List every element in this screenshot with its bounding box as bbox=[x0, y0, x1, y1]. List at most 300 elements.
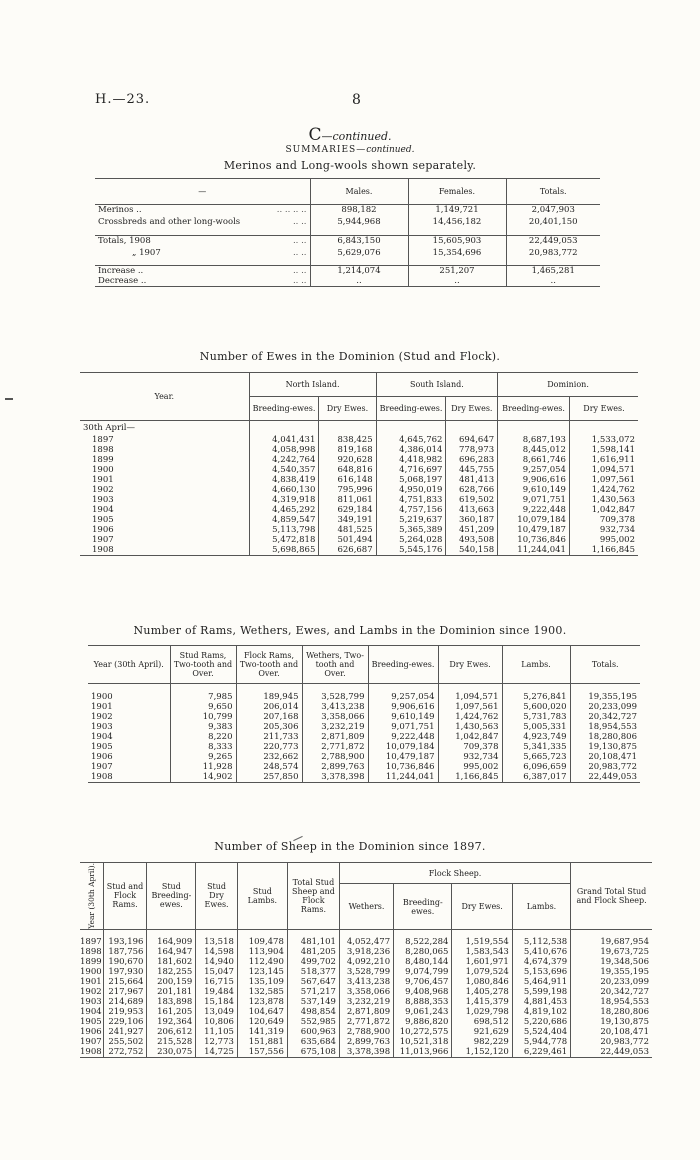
table4-cell: 187,756 bbox=[103, 947, 147, 957]
table3-cell: 248,574 bbox=[236, 762, 302, 772]
table4-cell: 2,899,763 bbox=[339, 1037, 393, 1047]
table1-cell-males: 898,182 bbox=[310, 205, 408, 216]
table4-cell: 20,983,772 bbox=[571, 1037, 652, 1047]
table3-header: Breeding-ewes. bbox=[368, 646, 438, 684]
table2-date-label: 30th April— bbox=[83, 422, 135, 433]
table3-body bbox=[88, 692, 640, 783]
table2-cell: 1,533,072 bbox=[569, 435, 638, 445]
table2-year-cell bbox=[80, 525, 249, 535]
table3-year: 1908 bbox=[91, 771, 113, 782]
table2-year: 1905 bbox=[92, 514, 114, 525]
table4-cell: 190,670 bbox=[103, 957, 147, 967]
table4-year: 1902 bbox=[80, 987, 102, 998]
table2-sub-header: Dry Ewes. bbox=[446, 397, 498, 421]
table1-cell-totals: .. bbox=[506, 276, 600, 287]
table3-year: 1906 bbox=[91, 751, 113, 762]
table2-cell: 4,540,357 bbox=[249, 465, 319, 475]
table2-cell: 4,242,764 bbox=[249, 455, 319, 465]
table4-year: 1900 bbox=[80, 967, 102, 978]
table2-year-cell bbox=[80, 505, 249, 515]
table1-cell-females: 251,207 bbox=[408, 266, 506, 277]
table4-cell: 164,947 bbox=[147, 947, 196, 957]
table4-cell: 921,629 bbox=[452, 1027, 512, 1037]
continued-heading bbox=[0, 125, 700, 145]
table3-cell: 9,265 bbox=[170, 752, 236, 762]
table4-row bbox=[80, 947, 652, 957]
table3-cell: 3,413,238 bbox=[302, 702, 368, 712]
table3-cell: 20,983,772 bbox=[570, 762, 640, 772]
table3-header: Totals. bbox=[570, 646, 640, 684]
table4-header: Stud and Flock Rams. bbox=[103, 863, 147, 930]
table2-north-island: North Island. bbox=[249, 373, 376, 397]
table4-year: 1908 bbox=[80, 1047, 102, 1058]
table4-cell: 19,673,725 bbox=[571, 947, 652, 957]
table3-year: 1901 bbox=[91, 701, 113, 712]
table2-cell: 838,425 bbox=[319, 435, 376, 445]
table4-cell: 1,601,971 bbox=[452, 957, 512, 967]
table4-cell: 217,967 bbox=[103, 987, 147, 997]
table4-cell: 481,101 bbox=[287, 937, 339, 947]
table4-flock-header: Lambs. bbox=[512, 884, 570, 929]
table2-cell: 1,166,845 bbox=[569, 545, 638, 556]
table4-year: 1898 bbox=[80, 947, 102, 958]
table4-cell: 9,074,799 bbox=[394, 967, 452, 977]
table1-row bbox=[95, 205, 600, 216]
table3-cell: 8,333 bbox=[170, 742, 236, 752]
merinos-table bbox=[95, 178, 600, 287]
table3-row bbox=[88, 762, 640, 772]
table2-cell: 1,430,563 bbox=[569, 495, 638, 505]
table1-body bbox=[95, 205, 600, 287]
table4-cell: 5,524,404 bbox=[512, 1027, 570, 1037]
table3-cell: 4,923,749 bbox=[502, 732, 570, 742]
table3-cell: 5,665,723 bbox=[502, 752, 570, 762]
table2-cell: 4,041,431 bbox=[249, 435, 319, 445]
table3-cell: 22,449,053 bbox=[570, 772, 640, 783]
table2-cell: 413,663 bbox=[446, 505, 498, 515]
table2-row bbox=[80, 525, 638, 535]
table1-row bbox=[95, 276, 600, 287]
table1-header-totals: Totals. bbox=[506, 179, 600, 205]
table2-cell: 4,716,697 bbox=[376, 465, 446, 475]
table4-header: Total Stud Sheep and Flock Rams. bbox=[287, 863, 339, 930]
table1-row-dots: .. .. .. .. bbox=[276, 205, 307, 215]
table4-cell: 19,484 bbox=[196, 987, 238, 997]
table1-header-males: Males. bbox=[310, 179, 408, 205]
table4-cell: 9,886,820 bbox=[394, 1017, 452, 1027]
table3-row bbox=[88, 692, 640, 702]
table3-cell: 10,079,184 bbox=[368, 742, 438, 752]
table4-year: 1897 bbox=[80, 937, 102, 948]
table4-cell: 1,583,543 bbox=[452, 947, 512, 957]
table2-cell: 8,661,746 bbox=[498, 455, 570, 465]
table3-cell: 3,378,398 bbox=[302, 772, 368, 783]
table4-cell: 15,047 bbox=[196, 967, 238, 977]
table1-cell-totals: 2,047,903 bbox=[506, 205, 600, 216]
table3-cell: 1,094,571 bbox=[438, 692, 502, 702]
document-id: H.—23. bbox=[95, 92, 151, 107]
table2-cell: 481,413 bbox=[446, 475, 498, 485]
table4-cell: 571,217 bbox=[287, 987, 339, 997]
table4-cell: 1,415,379 bbox=[452, 997, 512, 1007]
table3-row bbox=[88, 712, 640, 722]
table4-year-header bbox=[80, 863, 103, 930]
table3-cell: 9,257,054 bbox=[368, 692, 438, 702]
table2-row bbox=[80, 495, 638, 505]
table4-year: 1906 bbox=[80, 1027, 102, 1038]
table2-cell: 4,319,918 bbox=[249, 495, 319, 505]
table4-year: 1907 bbox=[80, 1037, 102, 1048]
table4-cell: 4,092,210 bbox=[339, 957, 393, 967]
table4-row bbox=[80, 997, 652, 1007]
table4-header: Stud Breeding-ewes. bbox=[147, 863, 196, 930]
table2-cell: 629,184 bbox=[319, 505, 376, 515]
table3-cell: 5,341,335 bbox=[502, 742, 570, 752]
table4-cell: 10,521,318 bbox=[394, 1037, 452, 1047]
table2-cell: 1,424,762 bbox=[569, 485, 638, 495]
table2-sub-header: Breeding-ewes. bbox=[376, 397, 446, 421]
table4-cell: 498,854 bbox=[287, 1007, 339, 1017]
table2-cell: 4,465,292 bbox=[249, 505, 319, 515]
table2-cell: 9,257,054 bbox=[498, 465, 570, 475]
table2-year: 1897 bbox=[92, 434, 114, 445]
table2-year-cell bbox=[80, 435, 249, 445]
table4-year: 1904 bbox=[80, 1007, 102, 1018]
table4-row bbox=[80, 987, 652, 997]
table2-cell: 493,508 bbox=[446, 535, 498, 545]
table4-cell: 2,771,872 bbox=[339, 1017, 393, 1027]
table2-cell: 696,283 bbox=[446, 455, 498, 465]
table2-cell: 4,386,014 bbox=[376, 445, 446, 455]
table3-header-row bbox=[88, 646, 640, 684]
table3-title bbox=[0, 624, 700, 637]
table4-cell: 5,153,696 bbox=[512, 967, 570, 977]
table2-cell: 819,168 bbox=[319, 445, 376, 455]
table2-cell: 4,660,130 bbox=[249, 485, 319, 495]
table4-cell: 14,940 bbox=[196, 957, 238, 967]
table4-row bbox=[80, 957, 652, 967]
table3-cell: 257,850 bbox=[236, 772, 302, 783]
table4-cell: 1,519,554 bbox=[452, 937, 512, 947]
table4-cell: 215,528 bbox=[147, 1037, 196, 1047]
table2-year: 1907 bbox=[92, 534, 114, 545]
table2-year: 1900 bbox=[92, 464, 114, 475]
table3-row bbox=[88, 742, 640, 752]
table2-cell: 9,071,751 bbox=[498, 495, 570, 505]
table3-cell: 232,662 bbox=[236, 752, 302, 762]
table3-cell: 9,610,149 bbox=[368, 712, 438, 722]
table4-header: Stud Dry Ewes. bbox=[196, 863, 238, 930]
table4-cell: 5,464,911 bbox=[512, 977, 570, 987]
table4-cell: 255,502 bbox=[103, 1037, 147, 1047]
table1-row-label-cell bbox=[95, 235, 310, 246]
table4-cell: 19,348,506 bbox=[571, 957, 652, 967]
table3-cell: 6,387,017 bbox=[502, 772, 570, 783]
table2-row bbox=[80, 485, 638, 495]
table4-row bbox=[80, 977, 652, 987]
table4-cell: 123,878 bbox=[237, 997, 287, 1007]
table2-year-cell bbox=[80, 445, 249, 455]
table2-cell: 1,094,571 bbox=[569, 465, 638, 475]
table3-cell: 1,097,561 bbox=[438, 702, 502, 712]
table3-year: 1904 bbox=[91, 731, 113, 742]
table3-cell: 10,799 bbox=[170, 712, 236, 722]
table4-row bbox=[80, 1037, 652, 1047]
table3-cell: 11,928 bbox=[170, 762, 236, 772]
table2-cell: 932,734 bbox=[569, 525, 638, 535]
table3-cell: 7,985 bbox=[170, 692, 236, 702]
table2-year: 1906 bbox=[92, 524, 114, 535]
table2-year-cell bbox=[80, 485, 249, 495]
table4-cell: 6,229,461 bbox=[512, 1047, 570, 1058]
table4-cell: 20,108,471 bbox=[571, 1027, 652, 1037]
table4-cell: 3,232,219 bbox=[339, 997, 393, 1007]
table3-row bbox=[88, 752, 640, 762]
table3-cell: 3,358,066 bbox=[302, 712, 368, 722]
table2-south-island: South Island. bbox=[376, 373, 498, 397]
continued-suffix: —continued. bbox=[321, 130, 392, 143]
table4-cell: 1,405,278 bbox=[452, 987, 512, 997]
table4-row bbox=[80, 1047, 652, 1058]
table3-title-text: Number of Rams, Wethers, Ewes, and Lambs in the Dominion since 1900. bbox=[133, 624, 567, 637]
table4-flock-header: Breeding-ewes. bbox=[394, 884, 452, 929]
table2-cell: 709,378 bbox=[569, 515, 638, 525]
table3-year: 1900 bbox=[91, 691, 113, 702]
table3-cell: 1,424,762 bbox=[438, 712, 502, 722]
table2-cell: 11,244,041 bbox=[498, 545, 570, 556]
table4-row bbox=[80, 937, 652, 947]
table4-cell: 11,105 bbox=[196, 1027, 238, 1037]
table4-cell: 229,106 bbox=[103, 1017, 147, 1027]
table3-cell: 1,042,847 bbox=[438, 732, 502, 742]
table4-cell: 3,918,236 bbox=[339, 947, 393, 957]
table4-row bbox=[80, 1007, 652, 1017]
table2-cell: 1,616,911 bbox=[569, 455, 638, 465]
table4-cell: 9,408,968 bbox=[394, 987, 452, 997]
table2-sub-header: Breeding-ewes. bbox=[498, 397, 570, 421]
table2-year-cell bbox=[80, 545, 249, 556]
table4-cell: 14,598 bbox=[196, 947, 238, 957]
table4-cell: 161,205 bbox=[147, 1007, 196, 1017]
table3-cell: 20,342,727 bbox=[570, 712, 640, 722]
table3-cell: 3,528,799 bbox=[302, 692, 368, 702]
table2-cell: 619,502 bbox=[446, 495, 498, 505]
table3-cell: 189,945 bbox=[236, 692, 302, 702]
table3-header: Stud Rams, Two-tooth and Over. bbox=[170, 646, 236, 684]
table4-cell: 4,052,477 bbox=[339, 937, 393, 947]
table4-year: 1901 bbox=[80, 977, 102, 988]
table1-title: Merinos and Long-wools shown separately. bbox=[223, 159, 477, 172]
table4-cell: 1,079,524 bbox=[452, 967, 512, 977]
table2-row bbox=[80, 445, 638, 455]
table4-grand-header: Grand Total Stud and Flock Sheep. bbox=[571, 863, 652, 930]
table3-cell: 2,899,763 bbox=[302, 762, 368, 772]
table2-year-header: Year. bbox=[80, 373, 249, 421]
table2-sub-header: Dry Ewes. bbox=[569, 397, 638, 421]
table2-year: 1898 bbox=[92, 444, 114, 455]
table4-cell: 183,898 bbox=[147, 997, 196, 1007]
table4-row bbox=[80, 1017, 652, 1027]
table3-cell: 14,902 bbox=[170, 772, 236, 783]
table4-cell: 5,112,538 bbox=[512, 937, 570, 947]
table2-cell: 795,996 bbox=[319, 485, 376, 495]
table4-cell: 567,647 bbox=[287, 977, 339, 987]
table4-row bbox=[80, 967, 652, 977]
table2-year-cell bbox=[80, 475, 249, 485]
table2-cell: 10,736,846 bbox=[498, 535, 570, 545]
table2-cell: 778,973 bbox=[446, 445, 498, 455]
table3-header: Flock Rams, Two-tooth and Over. bbox=[236, 646, 302, 684]
table4-cell: 219,953 bbox=[103, 1007, 147, 1017]
table4-cell: 123,145 bbox=[237, 967, 287, 977]
table2-year-cell bbox=[80, 465, 249, 475]
table2-cell: 9,610,149 bbox=[498, 485, 570, 495]
table4-cell: 12,773 bbox=[196, 1037, 238, 1047]
table4-cell: 112,490 bbox=[237, 957, 287, 967]
table3-header: Lambs. bbox=[502, 646, 570, 684]
table1-cell-females: 15,354,696 bbox=[408, 246, 506, 260]
table2-cell: 1,598,141 bbox=[569, 445, 638, 455]
table2-cell: 540,158 bbox=[446, 545, 498, 556]
table2-cell: 4,418,982 bbox=[376, 455, 446, 465]
table2-cell: 5,365,389 bbox=[376, 525, 446, 535]
table1-row-dots: .. .. bbox=[292, 217, 307, 227]
table1-row bbox=[95, 246, 600, 260]
table4-cell: 11,013,966 bbox=[394, 1047, 452, 1058]
table4-cell: 5,220,686 bbox=[512, 1017, 570, 1027]
table2-cell: 5,545,176 bbox=[376, 545, 446, 556]
table2-year-cell bbox=[80, 535, 249, 545]
table4-cell: 5,599,198 bbox=[512, 987, 570, 997]
table3-row bbox=[88, 732, 640, 742]
table4-flock-group: Flock Sheep. bbox=[339, 863, 570, 884]
table1-row-dots: .. .. bbox=[292, 266, 307, 276]
summaries-prefix: SUMMARIES— bbox=[285, 145, 367, 155]
table2-cell: 5,264,028 bbox=[376, 535, 446, 545]
table1-row-label-cell bbox=[95, 276, 310, 287]
table2-cell: 5,472,818 bbox=[249, 535, 319, 545]
table3-cell: 932,734 bbox=[438, 752, 502, 762]
table4-cell: 157,556 bbox=[237, 1047, 287, 1058]
table4-cell: 16,715 bbox=[196, 977, 238, 987]
table4-cell: 8,280,065 bbox=[394, 947, 452, 957]
table4-cell: 10,272,575 bbox=[394, 1027, 452, 1037]
ewes-table bbox=[80, 372, 638, 556]
table2-cell: 5,068,197 bbox=[376, 475, 446, 485]
table2-cell: 995,002 bbox=[569, 535, 638, 545]
table2-cell: 4,751,833 bbox=[376, 495, 446, 505]
table4-cell: 18,954,553 bbox=[571, 997, 652, 1007]
table2-cell: 501,494 bbox=[319, 535, 376, 545]
table4-cell: 200,159 bbox=[147, 977, 196, 987]
table4-cell: 982,229 bbox=[452, 1037, 512, 1047]
rams-wethers-table bbox=[88, 645, 640, 783]
table4-cell: 214,689 bbox=[103, 997, 147, 1007]
table1-row-dots: .. .. bbox=[292, 276, 307, 286]
table4-cell: 272,752 bbox=[103, 1047, 147, 1058]
table2-year: 1899 bbox=[92, 454, 114, 465]
table3-cell: 205,306 bbox=[236, 722, 302, 732]
table2-row bbox=[80, 475, 638, 485]
table3-cell: 11,244,041 bbox=[368, 772, 438, 783]
table3-cell: 211,733 bbox=[236, 732, 302, 742]
table4-cell: 120,649 bbox=[237, 1017, 287, 1027]
table4-cell: 13,518 bbox=[196, 937, 238, 947]
table4-cell: 19,130,875 bbox=[571, 1017, 652, 1027]
table3-header: Wethers, Two-tooth and Over. bbox=[302, 646, 368, 684]
table3-cell: 9,906,616 bbox=[368, 702, 438, 712]
table4-cell: 8,522,284 bbox=[394, 937, 452, 947]
table4-cell: 113,904 bbox=[237, 947, 287, 957]
table3-cell: 8,220 bbox=[170, 732, 236, 742]
table2-cell: 360,187 bbox=[446, 515, 498, 525]
table3-cell: 10,736,846 bbox=[368, 762, 438, 772]
table2-cell: 4,859,547 bbox=[249, 515, 319, 525]
table2-cell: 5,698,865 bbox=[249, 545, 319, 556]
table4-cell: 193,196 bbox=[103, 937, 147, 947]
table4-cell: 104,647 bbox=[237, 1007, 287, 1017]
table4-header: Stud Lambs. bbox=[237, 863, 287, 930]
table2-cell: 445,755 bbox=[446, 465, 498, 475]
table4-cell: 22,449,053 bbox=[571, 1047, 652, 1058]
table4-cell: 675,108 bbox=[287, 1047, 339, 1058]
table2-year-cell bbox=[80, 455, 249, 465]
summaries-heading bbox=[0, 145, 700, 155]
table3-cell: 3,232,219 bbox=[302, 722, 368, 732]
table2-cell: 628,766 bbox=[446, 485, 498, 495]
table4-year: 1903 bbox=[80, 997, 102, 1008]
table2-year: 1903 bbox=[92, 494, 114, 505]
table4-cell: 135,109 bbox=[237, 977, 287, 987]
table3-cell: 18,280,806 bbox=[570, 732, 640, 742]
table3-cell: 19,355,195 bbox=[570, 692, 640, 702]
table3-cell: 2,788,900 bbox=[302, 752, 368, 762]
table2-row bbox=[80, 465, 638, 475]
table4-title bbox=[0, 840, 700, 853]
table2-cell: 8,445,012 bbox=[498, 445, 570, 455]
table4-row bbox=[80, 1027, 652, 1037]
table4-cell: 3,378,398 bbox=[339, 1047, 393, 1058]
table4-cell: 15,184 bbox=[196, 997, 238, 1007]
table4-cell: 3,358,066 bbox=[339, 987, 393, 997]
table1-row-label: Increase .. bbox=[98, 266, 144, 276]
table4-cell: 8,480,144 bbox=[394, 957, 452, 967]
table4-cell: 241,927 bbox=[103, 1027, 147, 1037]
table3-cell: 5,731,783 bbox=[502, 712, 570, 722]
table3-row bbox=[88, 702, 640, 712]
table4-cell: 109,478 bbox=[237, 937, 287, 947]
table4-cell: 141,319 bbox=[237, 1027, 287, 1037]
table1-cell-females: .. bbox=[408, 276, 506, 287]
table2-cell: 4,645,762 bbox=[376, 435, 446, 445]
table4-cell: 552,985 bbox=[287, 1017, 339, 1027]
table1-row-label: „ 1907 bbox=[132, 247, 161, 258]
table2-cell: 451,209 bbox=[446, 525, 498, 535]
table4-cell: 13,049 bbox=[196, 1007, 238, 1017]
table2-cell: 920,628 bbox=[319, 455, 376, 465]
table1-row-dots: .. .. bbox=[292, 235, 307, 246]
table4-cell: 151,881 bbox=[237, 1037, 287, 1047]
table1-cell-totals: 20,401,150 bbox=[506, 215, 600, 229]
table2-year: 1908 bbox=[92, 544, 114, 555]
section-letter: C bbox=[308, 125, 322, 145]
table4-cell: 206,612 bbox=[147, 1027, 196, 1037]
table4-cell: 20,342,727 bbox=[571, 987, 652, 997]
table2-cell: 616,148 bbox=[319, 475, 376, 485]
table4-year: 1905 bbox=[80, 1017, 102, 1028]
table1-cell-females: 14,456,182 bbox=[408, 215, 506, 229]
table4-cell: 5,944,778 bbox=[512, 1037, 570, 1047]
